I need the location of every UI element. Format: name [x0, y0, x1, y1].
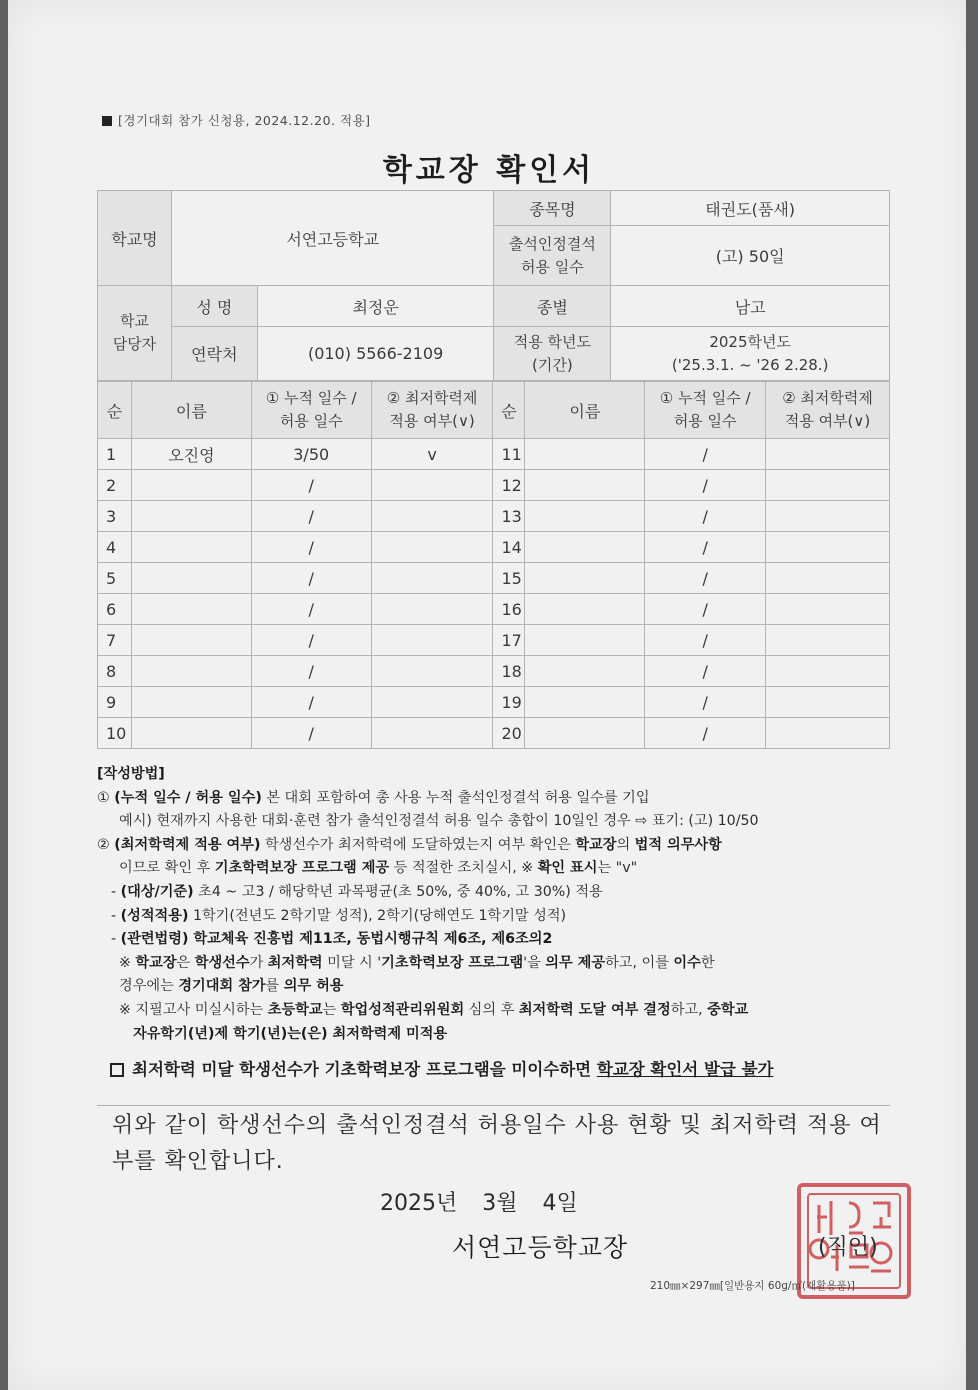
guide-line — [97, 881, 897, 905]
guide-text: 는 — [322, 1001, 341, 1018]
student-name — [131, 687, 251, 718]
min-academic-check — [371, 687, 493, 718]
row-number: 6 — [98, 594, 132, 625]
student-name — [131, 625, 251, 656]
row-number: 2 — [98, 470, 132, 501]
guide-text: - — [111, 931, 121, 948]
notice-text: 기초학력보장 프로그램 — [324, 1060, 490, 1079]
guide-text: 최저학력 도달 여부 결정 — [518, 1001, 671, 1018]
notice-text: 최저학력 미달 학생선수가 — [132, 1060, 325, 1079]
bullet-square-icon — [102, 116, 112, 126]
table-row — [98, 563, 890, 594]
header-name: 이름 — [525, 382, 645, 439]
writing-guide — [97, 763, 897, 1046]
min-academic-check — [766, 501, 890, 532]
min-academic-check — [766, 656, 890, 687]
guide-text: 기초학력보장 프로그램 제공 — [214, 860, 390, 877]
student-name — [525, 594, 645, 625]
guide-text: 이수 — [673, 954, 701, 971]
absence-days: / — [645, 470, 766, 501]
year-value-cell — [611, 327, 890, 381]
manager-phone-label: 연락처 — [171, 327, 257, 381]
row-number: 18 — [493, 656, 525, 687]
table-row — [98, 532, 890, 563]
student-name — [525, 501, 645, 532]
guide-text: 학생선수 — [194, 954, 250, 971]
guide-text: - — [111, 883, 121, 900]
guide-text: '을 — [523, 954, 546, 971]
form-reference-text: [경기대회 참가 신청용, 2024.12.20. 적용] — [118, 113, 371, 128]
row-number: 10 — [98, 718, 132, 749]
issue-date: 2025년 3월 4일 — [380, 1191, 578, 1216]
guide-text: ① — [97, 789, 110, 806]
absence-days: / — [251, 718, 371, 749]
row-number: 4 — [98, 532, 132, 563]
min-academic-check — [371, 656, 493, 687]
allowed-days-label: 출석인정결석 허용 일수 — [494, 226, 611, 286]
guide-text: 의무 제공 — [545, 954, 606, 971]
guide-text: 심의 후 — [464, 1001, 519, 1018]
min-academic-check — [766, 532, 890, 563]
row-number: 17 — [493, 625, 525, 656]
min-academic-check — [766, 594, 890, 625]
guide-text: (관련법령) — [120, 931, 189, 948]
row-number: 8 — [98, 656, 132, 687]
student-name — [525, 470, 645, 501]
year-value: 2025학년도 — [709, 332, 791, 351]
guide-text: 예시) 현재까지 사용한 대회·훈련 참가 출석인정결석 허용 일수 총합이 10일인 경우 ⇨ 표기: (고) 10/50 — [119, 813, 759, 830]
guide-text: 최저학력 — [267, 954, 323, 971]
absence-days: / — [645, 563, 766, 594]
guide-heading: [작성방법] — [97, 766, 165, 782]
guide-text: 이므로 확인 후 — [119, 860, 215, 877]
table-row — [98, 439, 890, 470]
header-days: ① 누적 일수 / 허용 일수 — [645, 382, 766, 439]
guide-text: 초등학교 — [267, 1001, 323, 1018]
min-academic-check — [766, 718, 890, 749]
guide-text: 초4 ~ 고3 / 해당학년 과목평균(초 50%, 중 40%, 고 30%) 적용 — [193, 883, 603, 900]
guide-text: 중학교 — [707, 1001, 749, 1018]
min-academic-check — [766, 439, 890, 470]
school-info-table — [97, 190, 890, 381]
absence-days: / — [251, 501, 371, 532]
guide-text: ※ 지필고사 미실시하는 — [119, 1001, 268, 1018]
min-academic-check — [371, 718, 493, 749]
row-number: 1 — [98, 439, 132, 470]
table-row — [98, 625, 890, 656]
absence-days: / — [645, 532, 766, 563]
guide-text: 확인 표시 — [537, 860, 598, 877]
student-name — [131, 532, 251, 563]
row-number: 3 — [98, 501, 132, 532]
row-number: 16 — [493, 594, 525, 625]
guide-line — [97, 787, 897, 811]
absence-days: / — [251, 532, 371, 563]
absence-days: / — [645, 439, 766, 470]
guide-text: 한 — [700, 954, 715, 971]
notice-text: 을 — [489, 1060, 512, 1079]
student-name — [131, 563, 251, 594]
student-name — [525, 439, 645, 470]
guide-text: 학교장 — [135, 954, 177, 971]
guide-text: 자유학기(년)제 학기(년)는(은) 최저학력제 미적용 — [133, 1025, 448, 1042]
manager-name-value: 최정운 — [257, 286, 494, 327]
guide-text: ② — [97, 836, 110, 853]
gender-value: 남고 — [611, 286, 890, 327]
row-number: 14 — [493, 532, 525, 563]
guide-text: (성적적용) — [120, 907, 189, 924]
guide-text: - — [111, 907, 121, 924]
header-min: ② 최저학력제 적용 여부(∨) — [766, 382, 890, 439]
table-row — [98, 470, 890, 501]
guide-text: 가 — [249, 954, 268, 971]
absence-days: / — [645, 656, 766, 687]
absence-days: / — [645, 625, 766, 656]
confirmation-statement: 위와 같이 학생선수의 출석인정결석 허용일수 사용 현황 및 최저학력 적용 여부를 확인합니다. — [112, 1113, 882, 1174]
header-min: ② 최저학력제 적용 여부(∨) — [371, 382, 493, 439]
guide-text: 학교체육 진흥법 제11조, 동법시행규칙 제6조, 제6조의2 — [188, 931, 553, 948]
event-label: 종목명 — [494, 191, 611, 226]
year-period: ('25.3.1. ~ '26 2.28.) — [671, 355, 829, 374]
guide-text: 를 — [265, 978, 284, 995]
guide-text: 는 "v" — [597, 860, 638, 877]
absence-days: / — [251, 594, 371, 625]
allowed-days-value: (고) 50일 — [611, 226, 890, 286]
min-academic-check — [766, 687, 890, 718]
row-number: 7 — [98, 625, 132, 656]
notice-box-icon — [110, 1063, 124, 1077]
guide-line — [97, 952, 897, 976]
notice-text: 미이수 — [511, 1060, 560, 1079]
guide-text: 의 — [616, 836, 635, 853]
manager-name-label: 성 명 — [171, 286, 257, 327]
guide-line — [97, 905, 897, 929]
guide-text: 본 대회 포함하여 총 사용 누적 출석인정결석 허용 일수를 기입 — [261, 789, 650, 806]
student-name — [525, 563, 645, 594]
guide-text: 1학기(전년도 2학기말 성적), 2학기(당해연도 1학기말 성적) — [188, 907, 567, 924]
row-number: 9 — [98, 687, 132, 718]
row-number: 20 — [493, 718, 525, 749]
row-number: 19 — [493, 687, 525, 718]
absence-days: / — [645, 594, 766, 625]
table-row — [98, 594, 890, 625]
event-value: 태권도(품새) — [611, 191, 890, 226]
absence-days: / — [251, 563, 371, 594]
student-name — [525, 625, 645, 656]
guide-text: 학생선수가 최저학력에 도달하였는지 여부 확인은 — [260, 836, 576, 853]
guide-text: 기초학력보장 프로그램 — [381, 954, 524, 971]
guide-text: 하고, 이를 — [605, 954, 674, 971]
student-name — [131, 594, 251, 625]
student-name — [525, 532, 645, 563]
student-name — [525, 656, 645, 687]
student-name: 오진영 — [131, 439, 251, 470]
school-name-value: 서연고등학교 — [171, 191, 494, 286]
guide-text: 의무 허용 — [283, 978, 344, 995]
guide-text: 학업성적관리위원회 — [340, 1001, 465, 1018]
absence-days: / — [645, 718, 766, 749]
student-name — [131, 718, 251, 749]
guide-line — [97, 857, 897, 881]
header-no: 순 — [493, 382, 525, 439]
guide-text: 경우에는 — [119, 978, 179, 995]
min-academic-check — [371, 594, 493, 625]
guide-text: 경기대회 참가 — [178, 978, 266, 995]
student-name — [131, 470, 251, 501]
absence-days: 3/50 — [251, 439, 371, 470]
gender-label: 종별 — [494, 286, 611, 327]
header-name: 이름 — [131, 382, 251, 439]
min-academic-check — [766, 470, 890, 501]
manager-label: 학교 담당자 — [98, 286, 172, 381]
guide-text: 법적 의무사항 — [634, 836, 722, 853]
signatory: 서연고등학교장 — [452, 1233, 629, 1262]
guide-text: 학교장 — [575, 836, 617, 853]
guide-line — [97, 928, 897, 952]
min-academic-check — [371, 563, 493, 594]
min-academic-check — [766, 625, 890, 656]
table-row — [98, 718, 890, 749]
student-roster-table — [97, 381, 890, 749]
row-number: 15 — [493, 563, 525, 594]
min-academic-check: v — [371, 439, 493, 470]
absence-days: / — [645, 501, 766, 532]
seal-label: (직인) — [818, 1235, 878, 1260]
student-name — [131, 656, 251, 687]
notice-text: 하면 — [559, 1060, 597, 1079]
min-academic-check — [371, 501, 493, 532]
min-academic-check — [766, 563, 890, 594]
guide-line — [97, 810, 897, 834]
header-days: ① 누적 일수 / 허용 일수 — [251, 382, 371, 439]
guide-line — [97, 834, 897, 858]
student-name — [525, 718, 645, 749]
guide-text: (누적 일수 / 허용 일수) — [114, 789, 262, 806]
year-label: 적용 학년도 (기간) — [494, 327, 611, 381]
guide-text: (최저학력제 적용 여부) — [114, 836, 261, 853]
school-name-label: 학교명 — [98, 191, 172, 286]
absence-days: / — [251, 656, 371, 687]
header-no: 순 — [98, 382, 132, 439]
row-number: 13 — [493, 501, 525, 532]
guide-text: 미달 시 ' — [322, 954, 382, 971]
document-title: 학교장 확인서 — [382, 153, 596, 188]
paper-spec: 210㎜×297㎜[일반용지 60g/㎡(재활용품)] — [650, 1280, 855, 1292]
absence-days: / — [645, 687, 766, 718]
min-academic-check — [371, 532, 493, 563]
guide-text: ※ — [119, 954, 136, 971]
guide-heading-row — [97, 763, 897, 787]
absence-days: / — [251, 687, 371, 718]
section-divider — [97, 1105, 890, 1106]
student-name — [131, 501, 251, 532]
student-name — [525, 687, 645, 718]
min-academic-check — [371, 470, 493, 501]
guide-text: 등 적절한 조치실시, ※ — [389, 860, 538, 877]
row-number: 12 — [493, 470, 525, 501]
guide-line — [97, 975, 897, 999]
guide-text: 하고, — [670, 1001, 708, 1018]
guide-line — [97, 999, 897, 1023]
absence-days: / — [251, 625, 371, 656]
guide-line — [97, 1023, 897, 1047]
min-academic-check — [371, 625, 493, 656]
notice-text: 학교장 확인서 발급 불가 — [596, 1060, 774, 1079]
guide-text: 은 — [176, 954, 195, 971]
manager-phone-value: (010) 5566-2109 — [257, 327, 494, 381]
row-number: 11 — [493, 439, 525, 470]
table-row — [98, 501, 890, 532]
roster-body — [98, 439, 890, 749]
row-number: 5 — [98, 563, 132, 594]
issuance-notice — [110, 1056, 773, 1080]
table-row — [98, 687, 890, 718]
form-reference-line — [102, 111, 371, 129]
absence-days: / — [251, 470, 371, 501]
table-row — [98, 656, 890, 687]
guide-text: (대상/기준) — [120, 883, 194, 900]
